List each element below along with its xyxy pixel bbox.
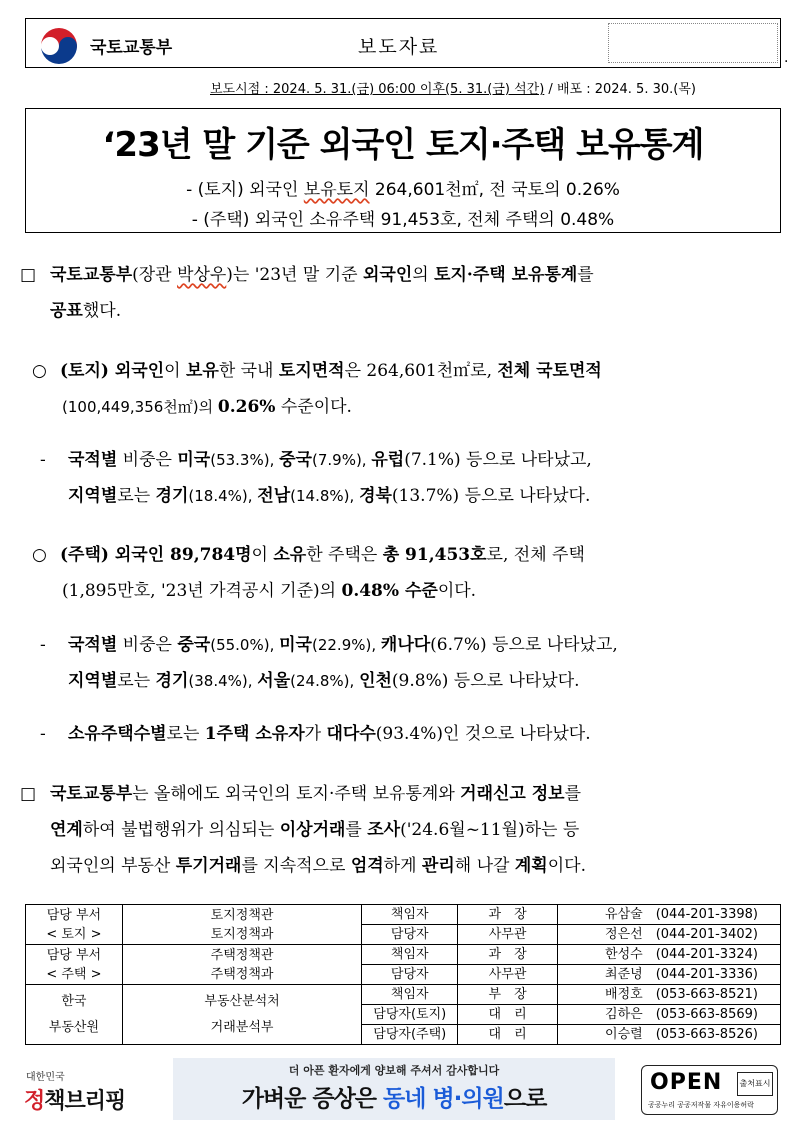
- org-name: 국토교통부: [90, 38, 173, 58]
- table-row: [26, 985, 781, 1005]
- table-row: [26, 945, 781, 965]
- paragraph-2-line-2: (100,449,356천㎡)의 0.26% 수준이다.: [62, 397, 352, 417]
- rank-cell: 부 장: [458, 985, 558, 1005]
- paragraph-3-line-1: 국적별 비중은 미국(53.3%), 중국(7.9%), 유럽(7.1%) 등으로 나타났고,: [68, 450, 592, 470]
- banner-top-text: 더 아픈 환자에게 양보해 주셔서 감사합니다: [288, 1064, 500, 1077]
- office-cell: 주택정책관 주택정책과: [122, 945, 362, 985]
- header-dot: .: [784, 50, 789, 66]
- dept-cell: 담당 부서 < 주택 >: [26, 945, 123, 985]
- paragraph-4-line-2: (1,895만호, '23년 가격공시 기준)의 0.48% 수준이다.: [62, 581, 477, 601]
- dept-cell: 담당 부서 < 토지 >: [26, 905, 123, 945]
- banner-main-text: 가벼운 증상은 동네 병·의원으로: [241, 1086, 547, 1112]
- paragraph-6: 소유주택수별로는 1주택 소유자가 대다수(93.4%)인 것으로 나타났다.: [68, 724, 591, 744]
- policy-briefing-logo[interactable]: [24, 1068, 154, 1118]
- distribute-date: / 배포 : 2024. 5. 30.(목): [544, 82, 696, 97]
- government-emblem-icon: [40, 27, 78, 65]
- bullet-square-2: □: [20, 784, 37, 804]
- subtitle-land-post: 264,601천㎡, 전 국토의 0.26%: [369, 180, 620, 200]
- rank-cell: 과 장: [458, 945, 558, 965]
- name-cell: 정은선 (044-201-3402): [558, 925, 781, 945]
- bullet-square: □: [20, 265, 37, 285]
- name-cell: 유삼술 (044-201-3398): [558, 905, 781, 925]
- name-cell: 이승렬 (053-663-8526): [558, 1025, 781, 1045]
- subtitle-housing: - (주택) 외국인 소유주택 91,453호, 전체 주택의 0.48%: [191, 210, 615, 230]
- paragraph-5-line-2: 지역별로는 경기(38.4%), 서울(24.8%), 인천(9.8%) 등으로 나타났다.: [68, 671, 580, 691]
- subtitle-land-keyword: 보유토지: [303, 180, 370, 200]
- rank-cell: 과 장: [458, 905, 558, 925]
- role-cell: 책임자: [362, 905, 458, 925]
- rank-cell: 사무관: [458, 965, 558, 985]
- role-cell: 담당자(주택): [362, 1025, 458, 1045]
- paragraph-3-line-2: 지역별로는 경기(18.4%), 전남(14.8%), 경북(13.7%) 등으로 나타났다.: [68, 486, 591, 506]
- name-cell: 최준녕 (044-201-3336): [558, 965, 781, 985]
- bullet-dash: -: [40, 450, 46, 470]
- office-cell: 부동산분석처 거래분석부: [122, 985, 362, 1045]
- page-title: ‘23년 말 기준 외국인 토지·주택 보유통계: [102, 125, 704, 165]
- brief-top-label: 대한민국: [26, 1072, 65, 1083]
- blank-box: [608, 23, 778, 63]
- open-caption: 공공누리 공공저작물 자유이용허락: [648, 1101, 754, 1109]
- office-cell: 토지정책관 토지정책과: [122, 905, 362, 945]
- paragraph-7-line-2: 연계하여 불법행위가 의심되는 이상거래를 조사('24.6월~11월)하는 등: [50, 820, 580, 840]
- name-cell: 한성수 (044-201-3324): [558, 945, 781, 965]
- campaign-banner[interactable]: [173, 1058, 615, 1120]
- role-cell: 책임자: [362, 945, 458, 965]
- bullet-circle-2: ○: [32, 545, 47, 565]
- rank-cell: 대 리: [458, 1005, 558, 1025]
- release-info: [210, 78, 696, 97]
- paragraph-4-line-1: (주택) 외국인 89,784명이 소유한 주택은 총 91,453호로, 전체 주택: [60, 545, 585, 565]
- kogl-open-license[interactable]: [641, 1065, 778, 1115]
- subtitle-land: [26, 175, 780, 200]
- press-header: [25, 18, 781, 68]
- bullet-dash-2: -: [40, 635, 46, 655]
- rank-cell: 사무관: [458, 925, 558, 945]
- paragraph-1-line-1: 국토교통부(장관 박상우)는 '23년 말 기준 외국인의 토지·주택 보유통계를: [50, 265, 594, 285]
- paragraph-7-line-1: 국토교통부는 올해에도 외국인의 토지·주택 보유통계와 거래신고 정보를: [50, 784, 582, 804]
- name-cell: 김하은 (053-663-8569): [558, 1005, 781, 1025]
- paragraph-7-line-3: 외국인의 부동산 투기거래를 지속적으로 엄격하게 관리해 나갈 계획이다.: [50, 856, 586, 876]
- attribution-badge-icon: 출처표시: [737, 1072, 773, 1096]
- dept-cell: 한국 부동산원: [26, 985, 123, 1045]
- subtitle-land-pre: - (토지) 외국인: [186, 180, 304, 200]
- rank-cell: 대 리: [458, 1025, 558, 1045]
- release-time: 보도시점 : 2024. 5. 31.(금) 06:00 이후(5. 31.(금) 석간): [210, 82, 545, 97]
- document-kind: 보도자료: [358, 36, 440, 58]
- open-wordmark: OPEN: [650, 1070, 723, 1095]
- paragraph-2-line-1: (토지) 외국인이 보유한 국내 토지면적은 264,601천㎡로, 전체 국토면적: [60, 361, 602, 381]
- role-cell: 담당자: [362, 925, 458, 945]
- title-box: [25, 108, 781, 233]
- role-cell: 담당자: [362, 965, 458, 985]
- role-cell: 책임자: [362, 985, 458, 1005]
- name-cell: 배정호 (053-663-8521): [558, 985, 781, 1005]
- brief-wordmark: 정책브리핑: [24, 1089, 126, 1114]
- bullet-circle: ○: [32, 361, 47, 381]
- paragraph-5-line-1: 국적별 비중은 중국(55.0%), 미국(22.9%), 캐나다(6.7%) 등으로 나타났고,: [68, 635, 618, 655]
- role-cell: 담당자(토지): [362, 1005, 458, 1025]
- contact-table: [25, 904, 781, 1045]
- table-row: [26, 905, 781, 925]
- paragraph-1-line-2: 공표했다.: [50, 301, 122, 321]
- bullet-dash-3: -: [40, 724, 46, 744]
